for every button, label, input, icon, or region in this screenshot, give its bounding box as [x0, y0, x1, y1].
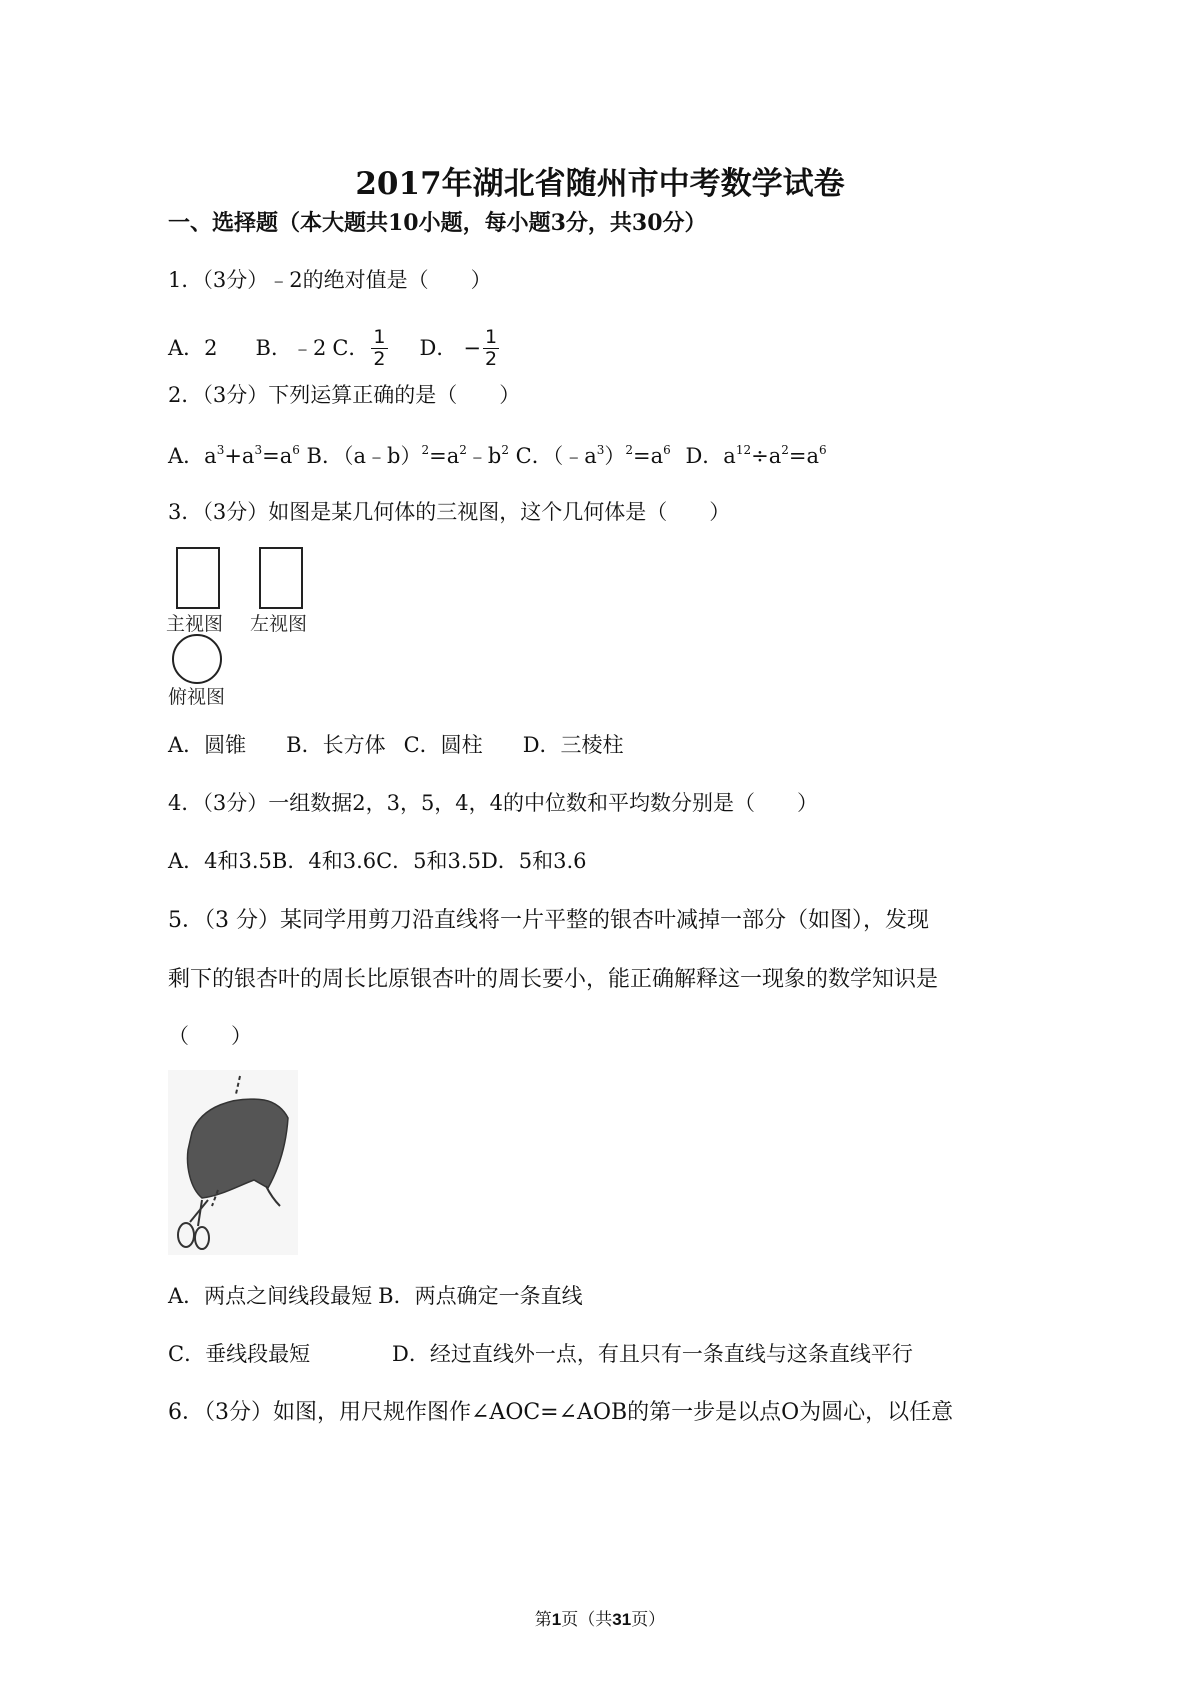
- exponent: 3: [216, 443, 225, 457]
- question-3-options: [168, 735, 624, 756]
- q1-option-c-fraction: [371, 328, 387, 370]
- exponent: 3: [254, 443, 263, 457]
- question-1-options: [168, 328, 501, 370]
- q2-d-text: =a: [788, 444, 819, 468]
- exponent: 6: [819, 443, 827, 457]
- exponent: 6: [292, 443, 300, 457]
- question-2-options: [168, 444, 827, 467]
- q1-option-d-sign: −: [463, 336, 481, 361]
- q3-option-a: A．圆锥: [168, 733, 247, 757]
- three-views-figure: [160, 540, 340, 710]
- footer-text: 页）: [631, 1610, 666, 1630]
- question-4-options: A．4和3.5B．4和3.6C．5和3.5D．5和3.6: [168, 849, 587, 873]
- question-2-stem: 2．（3分）下列运算正确的是（ ）: [168, 383, 521, 407]
- q3-option-c: C．圆柱: [403, 733, 483, 757]
- left-view-rect: [260, 548, 302, 608]
- question-5-stem-line2: 剩下的银杏叶的周长比原银杏叶的周长要小，能正确解释这一现象的数学知识是: [168, 967, 939, 992]
- question-6-stem-line1: 6．（3分）如图，用尺规作图作∠AOC=∠AOB的第一步是以点O为圆心，以任意: [168, 1400, 954, 1425]
- q2-d-text: D．a: [685, 444, 736, 468]
- question-5-options-row2: [168, 1344, 310, 1365]
- q1-option-d-fraction: [483, 328, 499, 370]
- q2-d-text: ÷a: [751, 444, 782, 468]
- q1-option-c-label: C．: [332, 336, 370, 361]
- q2-b-text: =a: [429, 444, 460, 468]
- q2-a-text: =a: [262, 444, 293, 468]
- exponent: 2: [501, 443, 509, 457]
- q2-b-text: B．（a﹣b）: [306, 444, 422, 468]
- exponent: 6: [663, 443, 671, 457]
- q3-option-b: B．长方体: [286, 733, 386, 757]
- question-5-stem-line3: （ ）: [168, 1024, 252, 1048]
- top-view-circle: [173, 635, 221, 683]
- q2-c-text: ）: [604, 444, 626, 468]
- q3-option-d: D．三棱柱: [522, 733, 624, 757]
- question-4-stem: 4．（3分）一组数据2，3，5，4，4的中位数和平均数分别是（ ）: [168, 791, 819, 815]
- section-heading: 一、选择题（本大题共10小题，每小题3分，共30分）: [168, 210, 707, 236]
- question-1-stem: 1．（3分）﹣2的绝对值是（ ）: [168, 268, 492, 292]
- footer-text: 第: [534, 1610, 552, 1630]
- page-footer: [0, 1605, 1200, 1630]
- q1-d-denominator: 2: [484, 347, 498, 370]
- exponent: 3: [596, 443, 605, 457]
- q2-a-text: +a: [224, 444, 255, 468]
- q1-option-d-label: D．: [419, 336, 458, 361]
- footer-page-number: 1: [551, 1610, 562, 1629]
- q5-option-d: D．经过直线外一点，有且只有一条直线与这条直线平行: [392, 1342, 913, 1366]
- q5-option-b: B．两点确定一条直线: [378, 1284, 583, 1308]
- exponent: 2: [625, 443, 634, 457]
- q1-c-numerator: 1: [373, 326, 386, 348]
- exponent: 2: [421, 443, 430, 457]
- q1-c-denominator: 2: [373, 347, 386, 370]
- q2-b-text: ﹣b: [466, 444, 502, 468]
- exponent: 2: [781, 443, 789, 457]
- footer-text: 页（共: [561, 1610, 613, 1630]
- front-view-rect: [177, 548, 219, 608]
- q1-option-a: A．2: [168, 336, 218, 361]
- top-view-label: 俯视图: [168, 686, 226, 708]
- q5-option-a: A．两点之间线段最短: [168, 1284, 373, 1308]
- exponent: 12: [735, 443, 752, 457]
- q2-c-text: =a: [633, 444, 664, 468]
- question-5-stem-line1: 5．（3 分）某同学用剪刀沿直线将一片平整的银杏叶减掉一部分（如图），发现: [168, 908, 929, 933]
- q1-d-numerator: 1: [484, 326, 498, 348]
- page-title: 2017年湖北省随州市中考数学试卷: [355, 166, 845, 202]
- question-5-options-row1: [168, 1286, 583, 1307]
- q5-option-c: C．垂线段最短: [168, 1342, 311, 1366]
- ginkgo-leaf-figure: [168, 1070, 298, 1255]
- question-3-stem: 3．（3分）如图是某几何体的三视图，这个几何体是（ ）: [168, 500, 731, 524]
- q1-option-b: B．﹣2: [255, 336, 327, 361]
- front-view-label: 主视图: [166, 613, 224, 635]
- exponent: 2: [459, 443, 467, 457]
- left-view-label: 左视图: [250, 613, 308, 635]
- q2-a-text: A．a: [168, 444, 217, 468]
- footer-total-pages: 31: [612, 1610, 632, 1629]
- q2-c-text: C．（﹣a: [515, 444, 597, 468]
